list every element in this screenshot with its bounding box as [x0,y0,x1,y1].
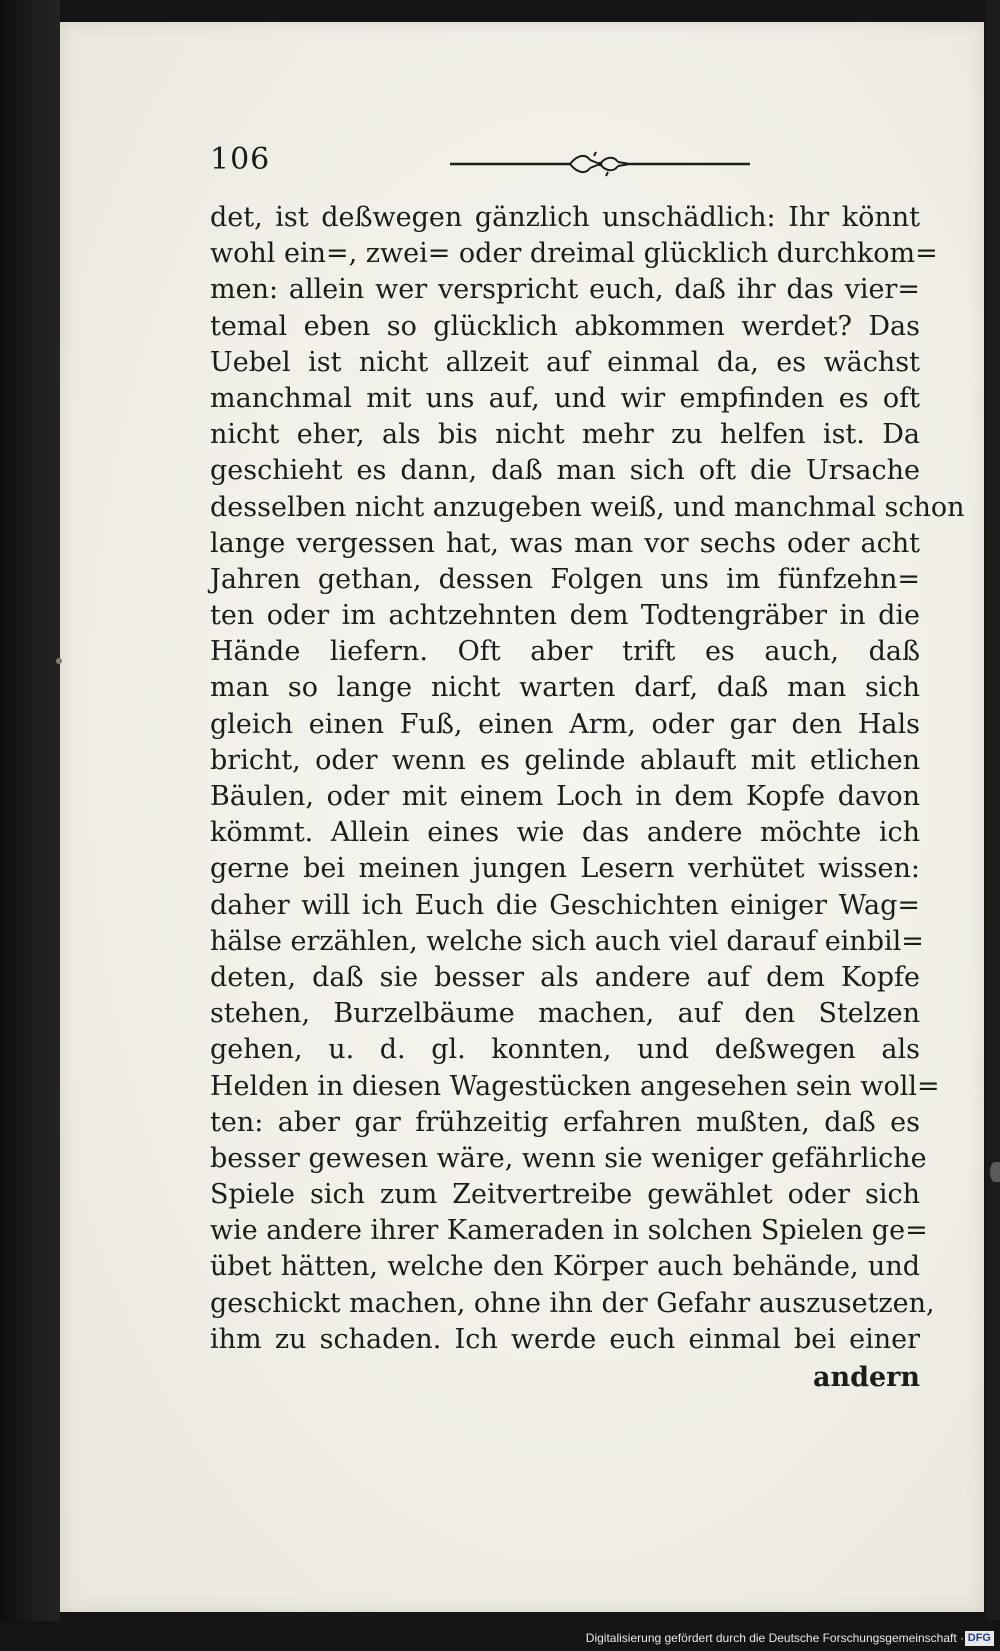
text-line: geschickt machen, ohne ihn der Gefahr auszusetzen, [210,1287,935,1319]
text-line: hälse erzählen, welche sich auch viel darauf einbil= [210,925,924,957]
text-line: daher will ich Euch die Geschichten einiger Wag= [210,889,920,921]
text-line: übet hätten, welche den Körper auch behände, und [210,1251,920,1283]
paper-blemish [56,658,62,664]
text-line: geschieht es dann, daß man sich oft die Ursache [210,455,920,487]
text-line: nicht eher, als bis nicht mehr zu helfen ist. Da [210,419,920,451]
page-right-edge [986,0,1000,1620]
text-line: gehen, u. d. gl. konnten, und deßwegen als [210,1034,920,1066]
text-line: Jahren gethan, dessen Folgen uns im fünfzehn= [210,563,920,595]
text-line: besser gewesen wäre, wenn sie weniger gefährliche [210,1142,927,1174]
text-line: wohl ein=, zwei= oder dreimal glücklich durchkom= [210,238,938,270]
page-number: 106 [210,142,271,177]
page-edge-mark [990,1162,1000,1182]
body-text [210,200,965,1396]
digitization-footer [0,1621,1000,1651]
book-spine-edge [0,0,60,1651]
text-line: stehen, Burzelbäume machen, auf den Stelzen [210,998,920,1030]
text-line: gerne bei meinen jungen Lesern verhütet wissen: [210,853,920,885]
text-line: det, ist deßwegen gänzlich unschädlich: Ihr könnt [210,202,920,233]
text-line: gleich einen Fuß, einen Arm, oder gar den Hals [210,708,920,740]
text-line: temal eben so glücklich abkommen werdet? Das [210,310,920,342]
text-line: Uebel ist nicht allzeit auf einmal da, es wächst [210,346,920,378]
text-line: wie andere ihrer Kameraden in solchen Spielen ge= [210,1215,928,1247]
text-line: Bäulen, oder mit einem Loch in dem Kopfe davon [210,781,920,812]
text-line: ihm zu schaden. Ich werde euch einmal bei einer [210,1323,920,1355]
rule-with-vignette-ornament [450,150,750,178]
text-line: deten, daß sie besser als andere auf dem Kopfe [210,961,920,993]
text-line: Hände liefern. Oft aber trift es auch, daß [210,636,920,668]
text-line: man so lange nicht warten darf, daß man sich [210,672,920,704]
text-line: Spiele sich zum Zeitvertreibe gewählet oder sich [210,1179,920,1211]
dfg-logo: DFG [965,1631,994,1646]
text-line: Helden in diesen Wagestücken angesehen sein woll= [210,1070,940,1102]
page-header [210,142,770,192]
book-page [60,22,984,1612]
catchword: andern [812,1362,920,1393]
funding-credit: Digitalisierung gefördert durch die Deutsche Forschungsgemeinschaft · [585,1631,964,1645]
text-line: men: allein wer verspricht euch, daß ihr das vier= [210,274,920,306]
text-line: ten oder im achtzehnten dem Todtengräber in die [210,600,920,632]
text-line: bricht, oder wenn es gelinde ablauft mit etlichen [210,744,920,776]
text-line: manchmal mit uns auf, und wir empfinden es oft [210,382,920,414]
text-line: kömmt. Allein eines wie das andere möchte ich [210,817,920,849]
text-line: lange vergessen hat, was man vor sechs oder acht [210,527,920,559]
text-line: desselben nicht anzugeben weiß, und manchmal schon [210,491,965,523]
text-line: ten: aber gar frühzeitig erfahren mußten, daß es [210,1106,920,1138]
